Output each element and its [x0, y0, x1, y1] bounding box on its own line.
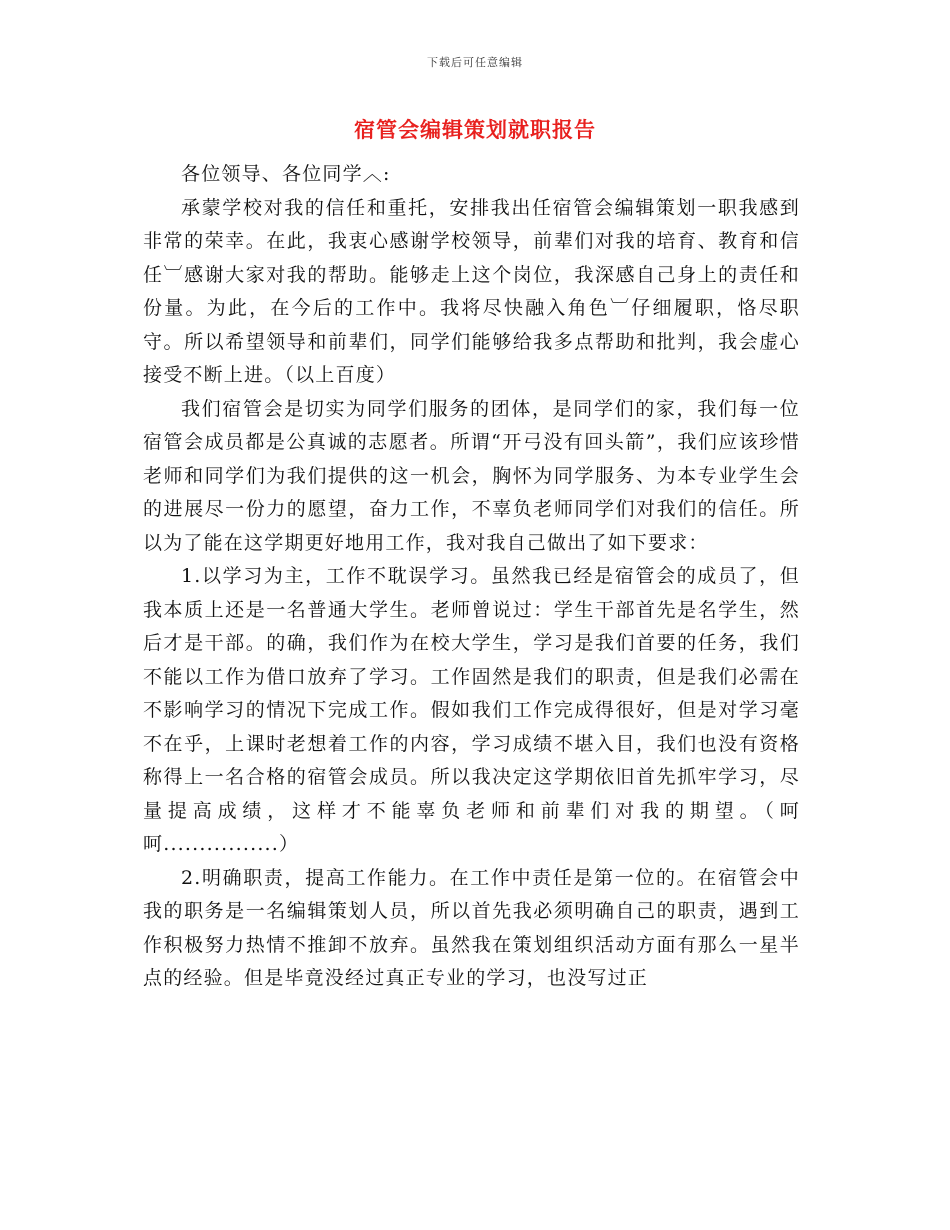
body-paragraph-4: 2.明确职责，提高工作能力。在工作中责任是第一位的。在宿管会中我的职务是一名编辑策划人员，所以首先我必须明确自己的职责，遇到工作积极努力热情不推卸不放弃。虽然我在策划组织活动方面有那么一星半点的经验。但是毕竟没经过真正专业的学习，也没写过正: [143, 866, 800, 989]
document-body: [143, 158, 800, 996]
body-paragraph-1: 承蒙学校对我的信任和重托，安排我出任宿管会编辑策划一职我感到非常的荣幸。在此，我衷心感谢学校领导，前辈们对我的培育、教育和信任︺感谢大家对我的帮助。能够走上这个岗位，我深感自己身上的责任和份量。为此，在今后的工作中。我将尽快融入角色︺仔细履职，恪尽职守。所以希望领导和前辈们，同学们能够给我多点帮助和批判，我会虚心接受不断上进。（以上百度）: [143, 196, 800, 386]
body-paragraph-3: 1.以学习为主，工作不耽误学习。虽然我已经是宿管会的成员了，但我本质上还是一名普通大学生。老师曾说过：学生干部首先是名学生，然后才是干部。的确，我们作为在校大学生，学习是我们首要的任务，我们不能以工作为借口放弃了学习。工作固然是我们的职责，但是我们必需在不影响学习的情况下完成工作。假如我们工作完成得很好，但是对学习毫不在乎，上课时老想着工作的内容，学习成绩不堪入目，我们也没有资格称得上一名合格的宿管会成员。所以我决定这学期依旧首先抓牢学习，尽量提高成绩，这样才不能辜负老师和前辈们对我的期望。（呵呵................）: [143, 565, 800, 855]
document-title: 宿管会编辑策划就职报告: [354, 117, 596, 142]
body-paragraph-2: 我们宿管会是切实为同学们服务的团体，是同学们的家，我们每一位宿管会成员都是公真诚的志愿者。所谓“开弓没有回头箭”，我们应该珍惜老师和同学们为我们提供的这一机会，胸怀为同学服务、为本专业学生会的进展尽一份力的愿望，奋力工作，不辜负老师同学们对我们的信任。所以为了能在这学期更好地用工作，我对我自己做出了如下要求：: [143, 397, 800, 554]
page-header-note: 下载后可任意编辑: [427, 56, 523, 69]
salutation-paragraph: 各位领导、各位同学︿:: [181, 163, 391, 185]
